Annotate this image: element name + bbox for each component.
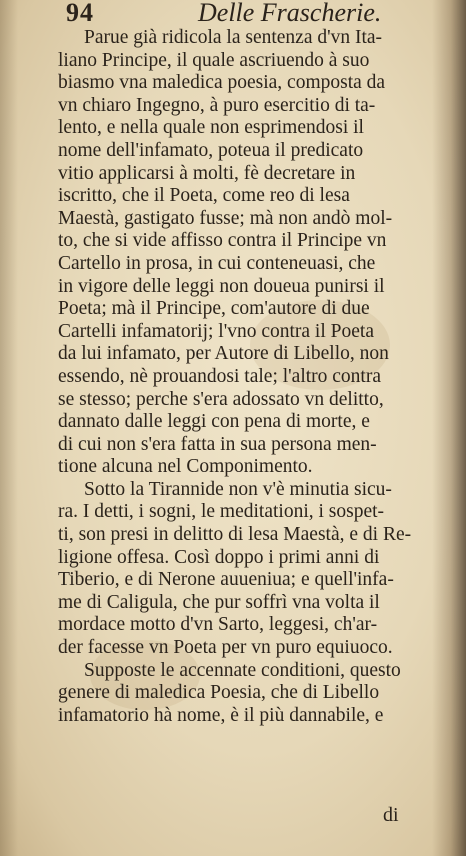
text-line: iscritto, che il Poeta, come reo di lesa — [58, 185, 350, 207]
text-line: me di Caligula, che pur soffrì vna volta il — [58, 591, 380, 613]
text-line: biasmo vna maledica poesia, composta da — [58, 72, 386, 94]
text-line: di cui non s'era fatta in sua persona men- — [58, 433, 377, 455]
body-text — [58, 27, 438, 727]
running-title: Delle Frascherie. — [198, 0, 382, 27]
page-number: 94 — [66, 0, 94, 27]
text-line: vitio applicarsi à molti, fè decretare in — [58, 162, 356, 184]
text-line: dannato dalle leggi con pena di morte, e — [58, 411, 370, 433]
catchword: di — [383, 804, 399, 826]
text-line: vn chiaro Ingegno, à puro esercitio di ta- — [58, 94, 376, 116]
text-line: se stesso; perche s'era adossato vn delitto, — [58, 388, 384, 410]
text-line: Cartelli infamatorij; l'vno contra il Poeta — [58, 320, 374, 342]
text-line: Tiberio, e di Nerone auueniua; e quell'infa- — [58, 569, 394, 591]
text-line: Maestà, gastigato fusse; mà non andò mol- — [58, 207, 393, 229]
text-line: Sotto la Tirannide non v'è minutia sicu- — [84, 478, 392, 500]
page-left-shadow — [0, 0, 18, 856]
text-line: in vigore delle leggi non doueua punirsi il — [58, 275, 385, 297]
text-line: infamatorio hà nome, è il più dannabile, e — [58, 704, 384, 726]
text-line: mordace motto d'vn Sarto, leggesi, ch'ar- — [58, 614, 378, 636]
text-line: da lui infamato, per Autore di Libello, non — [58, 343, 389, 365]
text-line: der facesse vn Poeta per vn puro equiuoco. — [58, 637, 393, 659]
text-line: nome dell'infamato, poteua il predicato — [58, 139, 364, 161]
text-line: ti, son presi in delitto di lesa Maestà, e di Re- — [58, 524, 412, 546]
text-line: tione alcuna nel Componimento. — [58, 456, 313, 478]
text-line: genere di maledica Poesia, che di Libello — [58, 682, 380, 704]
text-line: ligione offesa. Così doppo i primi anni di — [58, 546, 380, 568]
text-line: Supposte le accennate conditioni, questo — [84, 659, 401, 681]
text-line: Cartello in prosa, in cui conteneuasi, che — [58, 252, 376, 274]
text-line: essendo, nè prouandosi tale; l'altro contra — [58, 365, 381, 387]
text-line: liano Principe, il quale ascriuendo à suo — [58, 49, 370, 71]
text-line: Poeta; mà il Principe, com'autore di due — [58, 298, 370, 320]
text-line: lento, e nella quale non esprimendosi il — [58, 117, 364, 139]
text-line: to, che si vide affisso contra il Principe vn — [58, 230, 387, 252]
text-line: ra. I detti, i sogni, le meditationi, i sospet- — [58, 501, 385, 523]
text-line: Parue già ridicola la sentenza d'vn Ita- — [84, 27, 383, 48]
